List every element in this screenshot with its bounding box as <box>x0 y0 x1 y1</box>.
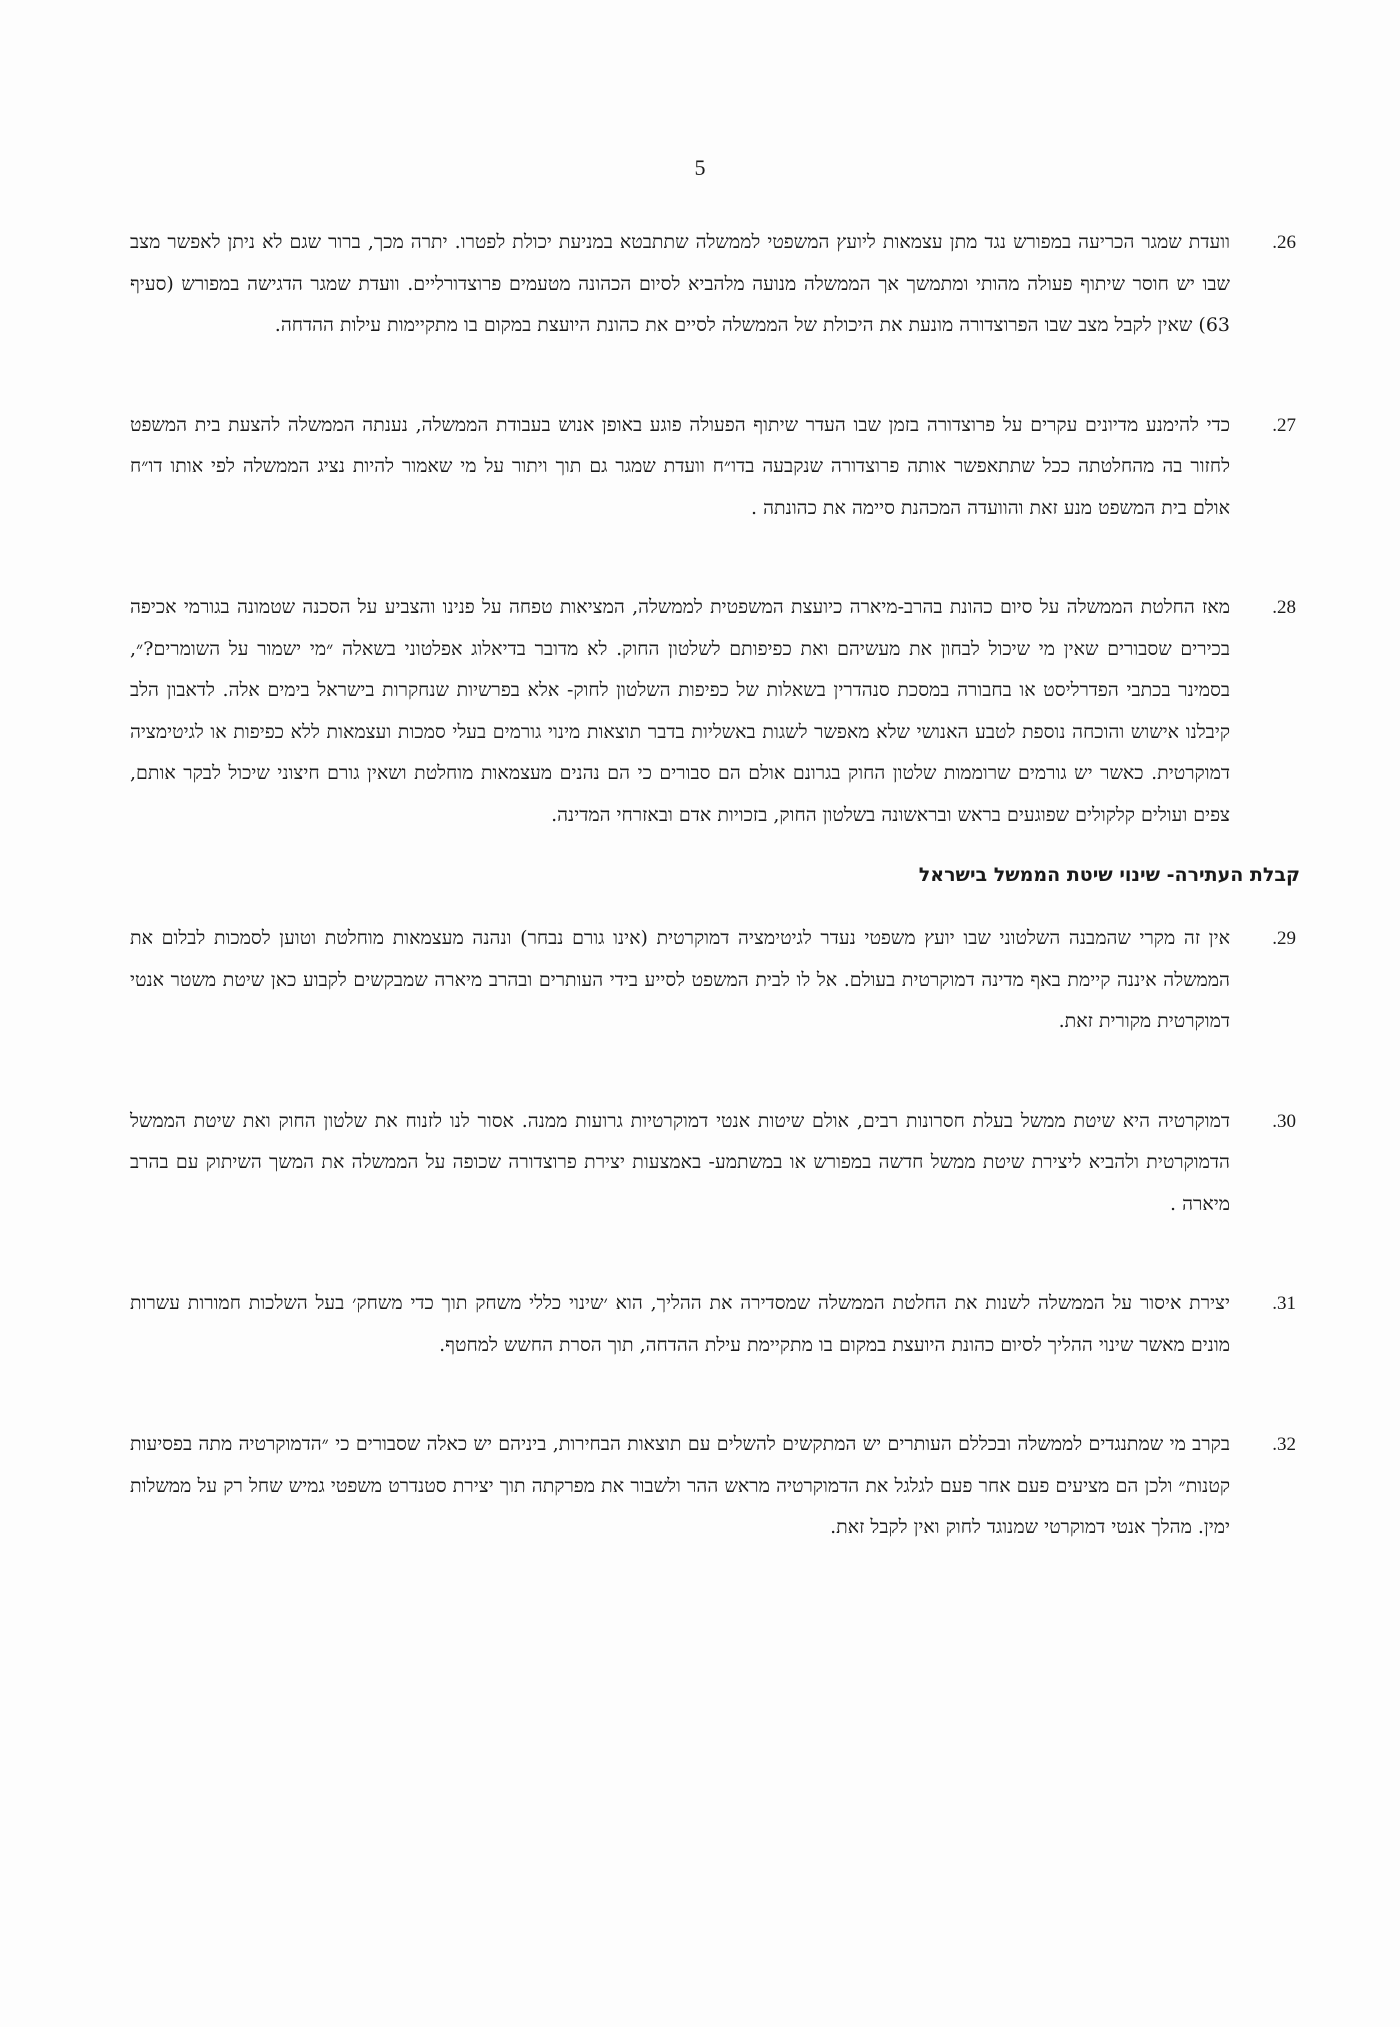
paragraph-text: דמוקרטיה היא שיטת ממשל בעלת חסרונות רבים, אולם שיטות אנטי דמוקרטיות גרועות ממנה. אסור לנו לזנוח את שלטון החוק ואת שיטת הממשל הדמוקרטית ולהביא ליצירת שיטת ממשל חדשה במפורש או במשתמע- באמצעות יצירת פרוצדורה שכופה על הממשלה את המשך השיתוק עם בהרב מיארה . <box>130 1109 1230 1215</box>
paragraph-number: .26 <box>1272 232 1296 253</box>
paragraph-text: בקרב מי שמתנגדים לממשלה ובכללם העותרים יש המתקשים להשלים עם תוצאות הבחירות, ביניהם יש כאלה שסבורים כי ״הדמוקרטיה מתה בפסיעות קטנות״ ולכן הם מציעים פעם אחר פעם לגלגל את הדמוקרטיה מראש ההר ולשבור את מפרקתה תוך יצירת סטנדרט משפטי גמיש שחל רק על ממשלות ימין. מהלך אנטי דמוקרטי שמנוגד לחוק ואין לקבל זאת. <box>130 1433 1230 1538</box>
paragraph-text: כדי להימנע מדיונים עקרים על פרוצדורה בזמן שבו העדר שיתוף הפעולה פוגע באופן אנוש בעבודת הממשלה, נענתה הממשלה להצעת בית המשפט לחזור בה מהחלטתה ככל שתתאפשר אותה פרוצדורה שנקבעה בדו״ח וועדת שמגר גם תוך ויתור על מי שאמור להיות נציג הממשלה לפי אותו דו״ח אולם בית המשפט מנע זאת והוועדה המכהנת סיימה את כהונתה . <box>130 413 1230 519</box>
page-number: 5 <box>694 155 706 180</box>
paragraph-31 <box>130 1283 1296 1366</box>
paragraph-text: מאז החלטת הממשלה על סיום כהונת בהרב-מיארה כיועצת המשפטית לממשלה, המציאות טפחה על פנינו והצביע על הסכנה שטמונה בגורמי אכיפה בכירים שסבורים שאין מי שיכול לבחון את מעשיהם ואת כפיפותם לשלטון החוק. לא מדובר בדיאלוג אפלטוני בשאלה ״מי ישמור על השומרים?״, בסמינר בכתבי הפדרליסט או בחבורה במסכת סנהדרין בשאלות של כפיפות השלטון לחוק- אלא בפרשיות שנחקרות בישראל בימים אלה. לדאבון הלב קיבלנו אישוש והוכחה נוספת לטבע האנושי שלא מאפשר לשגות באשליות בדבר תוצאות מינוי גורמים בעלי סמכות ועצמאות ללא כפיפות או לגיטימציה דמוקרטית. כאשר יש גורמים שרוממות שלטון החוק בגרונם אולם הם סבורים כי הם נהנים מעצמאות מוחלטת ושאין גורם חיצוני שיכול לבקר אותם, צפים ועולים קלקולים שפוגעים בראש ובראשונה בשלטון החוק, בזכויות אדם ובאזרחי המדינה. <box>130 596 1230 826</box>
paragraph-text: אין זה מקרי שהמבנה השלטוני שבו יועץ משפטי נעדר לגיטימציה דמוקרטית (אינו גורם נבחר) ונהנה מעצמאות מוחלטת וטוען לסמכות לבלום את הממשלה איננה קיימת באף מדינה דמוקרטית בעולם. אל לו לבית המשפט לסייע בידי העותרים ובהרב מיארה שמבקשים לקבוע כאן שיטת משטר אנטי דמוקרטית מקורית זאת. <box>130 927 1230 1032</box>
paragraph-text: יצירת איסור על הממשלה לשנות את החלטת הממשלה שמסדירה את ההליך, הוא ׳שינוי כללי משחק תוך כדי משחק׳ בעל השלכות חמורות עשרות מונים מאשר שינוי ההליך לסיום כהונת היועצת במקום בו מתקיימת עילת ההדחה, תוך הסרת החשש למחטף. <box>130 1292 1230 1356</box>
paragraph-28 <box>130 587 1296 836</box>
paragraph-number: .30 <box>1272 1110 1296 1132</box>
paragraph-32 <box>130 1424 1296 1549</box>
paragraph-29 <box>130 918 1296 1043</box>
paragraph-number: .29 <box>1272 928 1296 949</box>
paragraph-30 <box>130 1101 1296 1226</box>
paragraph-number: .31 <box>1272 1293 1296 1314</box>
paragraph-27 <box>130 405 1296 530</box>
paragraph-26 <box>130 222 1296 347</box>
paragraph-number: .28 <box>1272 597 1296 618</box>
paragraph-number: .32 <box>1272 1434 1296 1455</box>
section-heading: קבלת העתירה- שינוי שיטת הממשל בישראל <box>918 864 1300 886</box>
paragraph-text: וועדת שמגר הכריעה במפורש נגד מתן עצמאות ליועץ המשפטי לממשלה שתתבטא במניעת יכולת לפטרו. יתרה מכך, ברור שגם לא ניתן לאפשר מצב שבו יש חוסר שיתוף פעולה מהותי ומתמשך אך הממשלה מנועה מלהביא לסיום הכהונה מטעמים פרוצדורליים. וועדת שמגר הדגישה במפורש (סעיף 63) שאין לקבל מצב שבו הפרוצדורה מונעת את היכולת של הממשלה לסיים את כהונת היועצת במקום בו מתקיימות עילות ההדחה. <box>130 231 1231 336</box>
paragraph-number: .27 <box>1272 414 1296 436</box>
document-body <box>130 222 1300 1607</box>
